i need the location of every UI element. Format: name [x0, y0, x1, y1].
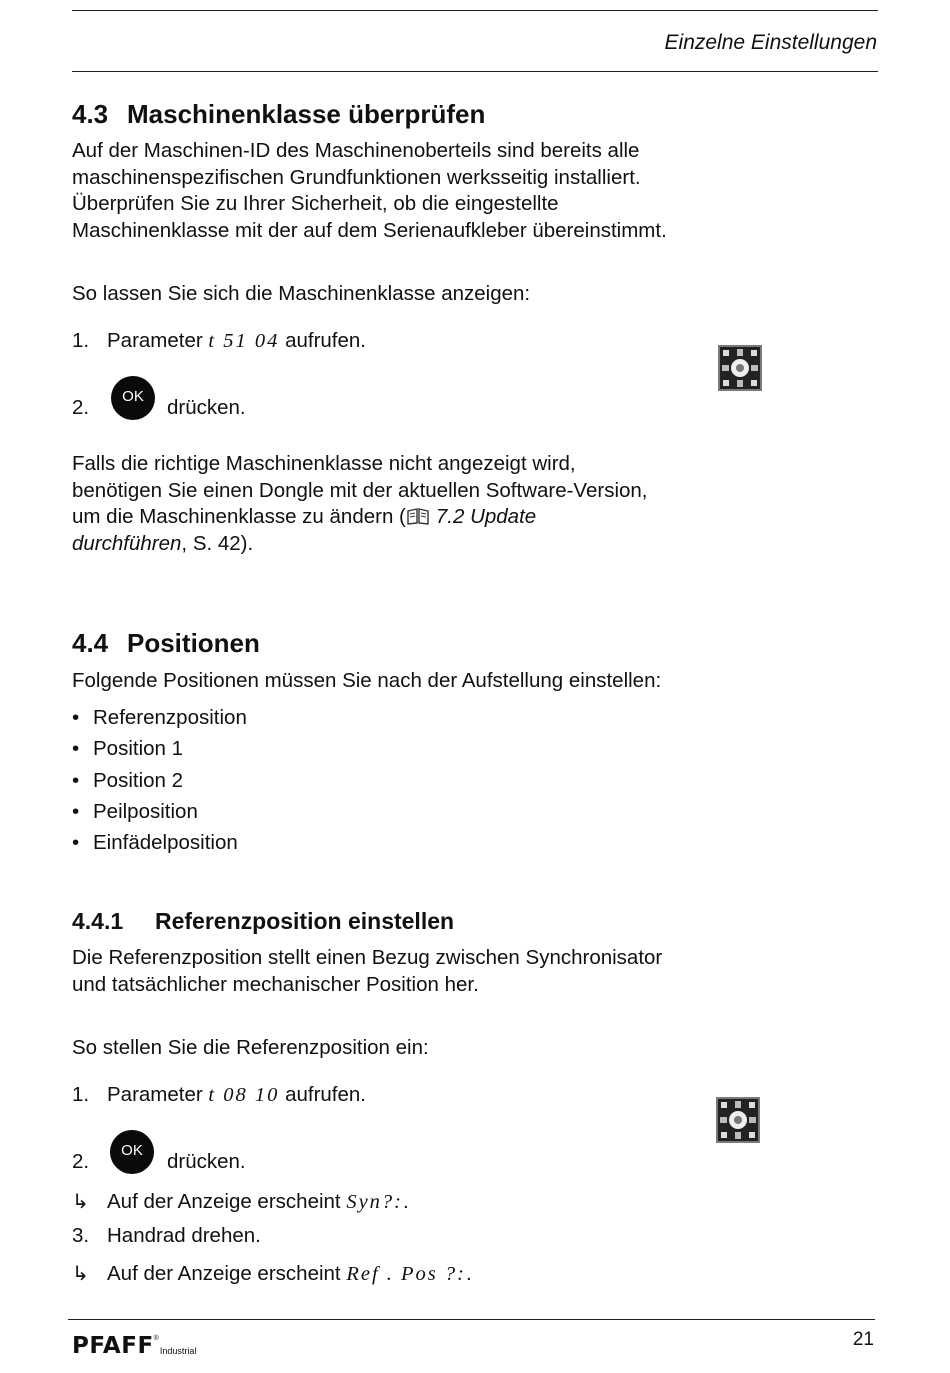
list-item-label: Referenzposition [93, 706, 247, 729]
cross-reference-link[interactable]: durchführen [72, 531, 182, 555]
step-2-text: drücken. [167, 1150, 246, 1173]
result-arrow-icon: ↳ [72, 1261, 89, 1285]
page-number: 21 [852, 1329, 874, 1350]
note-text: um die Maschinenklasse zu ändern ( [72, 505, 406, 528]
pfaff-logo [72, 1333, 196, 1359]
positions-list [72, 702, 247, 858]
step-number: 3. [72, 1224, 90, 1247]
logo-registered-mark: ® [153, 1335, 159, 1342]
text-line: Maschinenklasse mit der auf dem Serienaufkleber übereinstimmt. [72, 218, 667, 242]
text-line: maschinenspezifischen Grundfunktionen werksseitig installiert. [72, 165, 641, 189]
list-item: • Einfädelposition [72, 831, 238, 855]
list-item-label: Einfädelposition [93, 831, 238, 855]
step-number: 2. [72, 1150, 90, 1173]
settings-gear-icon [716, 1097, 760, 1143]
step-text: Handrad drehen. [107, 1224, 261, 1247]
result-arrow-icon: ↳ [72, 1189, 89, 1213]
parameter-code: t 08 10 [208, 1084, 280, 1106]
step-2-text: drücken. [167, 396, 246, 419]
step-text: aufrufen. [285, 1083, 366, 1106]
lead-text: So stellen Sie die Referenzposition ein: [72, 1036, 429, 1059]
settings-gear-icon [718, 345, 762, 391]
text-line: Auf der Maschinen-ID des Maschinenoberteils sind bereits alle [72, 139, 640, 162]
text-line: und tatsächlicher mechanischer Position her. [72, 972, 479, 996]
text-line: Falls die richtige Maschinenklasse nicht angezeigt wird, [72, 452, 576, 475]
list-item-label: Position 1 [93, 737, 184, 761]
step-1 [72, 1082, 366, 1108]
logo-subtitle: Industrial [159, 1346, 197, 1356]
list-item: • Peilposition [72, 799, 198, 823]
result-1 [72, 1188, 409, 1215]
list-item-label: Position 2 [93, 768, 184, 792]
section-heading-4-3 [72, 99, 485, 130]
text-line [72, 531, 702, 558]
cross-reference-link[interactable]: 7.2 Update [435, 505, 537, 528]
note-text: , S. 42). [181, 531, 254, 555]
list-item: • Position 1 [72, 737, 184, 761]
intro-paragraph [72, 945, 702, 998]
note-paragraph [72, 451, 702, 557]
running-header: Einzelne Einstellungen [664, 31, 877, 54]
text-line [72, 504, 702, 531]
book-reference-icon [406, 508, 430, 525]
display-code: Ref . Pos ?: [346, 1263, 466, 1285]
logo-brand: PFAFF [72, 1333, 154, 1359]
step-number: 1. [72, 329, 90, 352]
section-title: Positionen [127, 628, 260, 658]
section-heading-4-4-1 [72, 908, 454, 935]
step-2 [72, 395, 107, 421]
section-title: Referenzposition einstellen [155, 908, 455, 934]
section-heading-4-4 [72, 628, 260, 659]
parameter-code: t 51 04 [208, 330, 280, 352]
section-number: 4.3 [72, 99, 109, 129]
text-line: benötigen Sie einen Dongle mit der aktuellen Software-Version, [72, 478, 648, 502]
step-3 [72, 1223, 261, 1249]
result-text: Auf der Anzeige erscheint [107, 1190, 341, 1213]
step-1 [72, 328, 366, 354]
section-number: 4.4.1 [72, 908, 124, 934]
text-line: Überprüfen Sie zu Ihrer Sicherheit, ob die eingestellte [72, 192, 559, 215]
list-item: • Referenzposition [72, 706, 247, 729]
result-text: Auf der Anzeige erscheint [107, 1262, 341, 1285]
section-number: 4.4 [72, 628, 109, 658]
intro-paragraph [72, 138, 702, 244]
step-text: aufrufen. [285, 329, 366, 352]
result-text: . [403, 1190, 409, 1213]
list-item-label: Peilposition [93, 799, 198, 823]
text-line: Die Referenzposition stellt einen Bezug zwischen Synchronisator [72, 946, 663, 969]
list-item: • Position 2 [72, 768, 184, 792]
ok-button: OK [111, 376, 155, 420]
step-2 [72, 1149, 107, 1175]
header-bottom-rule [72, 71, 878, 72]
header-top-rule [72, 10, 878, 11]
intro-paragraph: Folgende Positionen müssen Sie nach der Aufstellung einstellen: [72, 669, 662, 692]
section-title: Maschinenklasse überprüfen [127, 99, 486, 129]
step-number: 1. [72, 1083, 90, 1106]
step-number: 2. [72, 396, 90, 419]
result-text: . [465, 1262, 472, 1285]
footer-rule [68, 1319, 875, 1320]
step-text: Parameter [107, 329, 203, 352]
lead-text: So lassen Sie sich die Maschinenklasse anzeigen: [72, 282, 531, 305]
step-text: Parameter [107, 1083, 203, 1106]
ok-button: OK [110, 1130, 154, 1174]
result-2 [72, 1260, 472, 1287]
display-code: Syn?: [346, 1191, 404, 1213]
